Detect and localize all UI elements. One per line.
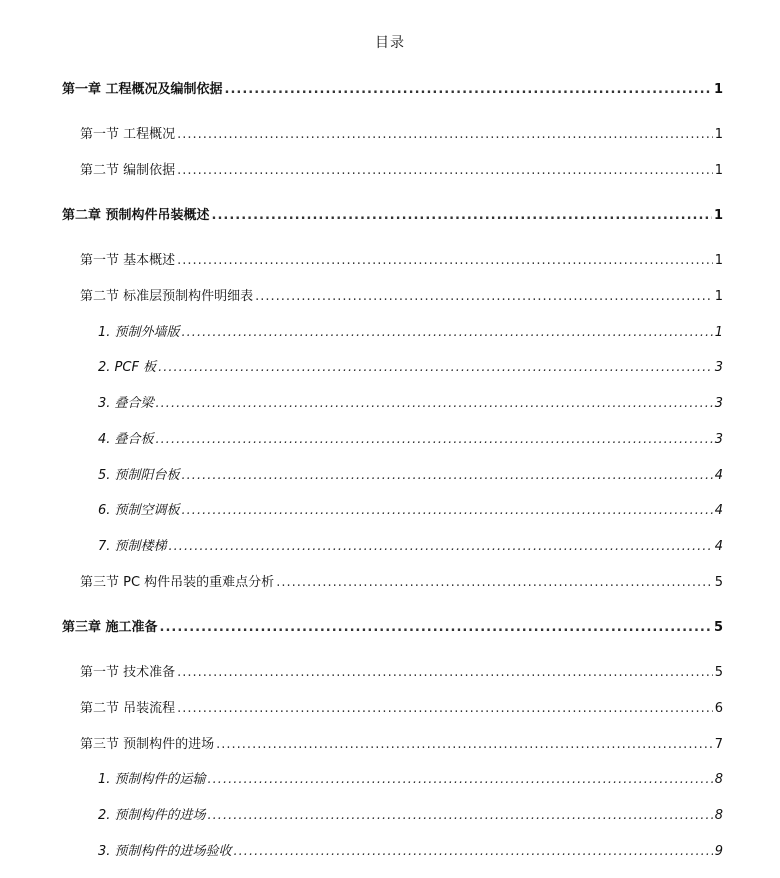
toc-entry-page: 8 xyxy=(714,772,723,787)
toc-leader xyxy=(177,253,713,268)
toc-leader xyxy=(208,808,713,823)
toc-entry-page: 1 xyxy=(713,208,723,223)
toc-leader xyxy=(156,396,713,411)
toc-leader xyxy=(225,82,712,97)
toc-leader xyxy=(234,844,713,859)
toc-entry-page: 5 xyxy=(714,665,723,680)
toc-entry-text: 3. 预制构件的进场验收 xyxy=(98,844,232,859)
toc-leader xyxy=(182,325,713,340)
toc-leader xyxy=(182,468,713,483)
toc-leader xyxy=(177,127,713,142)
toc-leader xyxy=(169,539,713,554)
toc-entry-page: 1 xyxy=(714,325,723,340)
toc-entry-text: 第一节 基本概述 xyxy=(80,253,176,268)
toc-leader xyxy=(158,360,713,375)
toc-entry-page: 4 xyxy=(714,503,723,518)
toc-entry-item[interactable] xyxy=(98,499,723,517)
toc-leader xyxy=(208,772,713,787)
toc-entry-item[interactable] xyxy=(98,392,723,410)
toc-entry-text: 第三节 预制构件的进场 xyxy=(80,737,215,752)
toc-entry-text: 5. 预制阳台板 xyxy=(98,468,180,483)
toc-entry-section[interactable] xyxy=(80,249,723,267)
toc-entry-page: 3 xyxy=(714,360,723,375)
toc-entry-section[interactable] xyxy=(80,123,723,141)
toc-leader xyxy=(216,737,713,752)
toc-entry-item[interactable] xyxy=(98,321,723,339)
toc-entry-text: 6. 预制空调板 xyxy=(98,503,180,518)
toc-entry-text: 1. 预制外墙版 xyxy=(98,325,180,340)
toc-leader xyxy=(177,665,713,680)
toc-entry-page: 8 xyxy=(714,808,723,823)
toc-entry-text: 4. 叠合板 xyxy=(98,432,154,447)
toc-leader xyxy=(276,575,713,590)
toc-entry-text: 3. 叠合梁 xyxy=(98,396,154,411)
toc-entry-item[interactable] xyxy=(98,356,723,374)
toc-leader xyxy=(212,208,712,223)
toc-entry-section[interactable] xyxy=(80,697,723,715)
toc-leader xyxy=(160,620,712,635)
toc-entry-section[interactable] xyxy=(80,661,723,679)
toc-entry-item[interactable] xyxy=(98,768,723,786)
toc-title: 目录 xyxy=(375,35,405,51)
toc-entry-text: 第二节 吊装流程 xyxy=(80,701,176,716)
toc-entry-item[interactable] xyxy=(98,804,723,822)
toc-entry-item[interactable] xyxy=(98,840,723,858)
toc-entry-text: 第三章 施工准备 xyxy=(62,620,158,635)
toc-entry-page: 1 xyxy=(714,289,723,304)
toc-entry-text: 2. PCF 板 xyxy=(98,360,157,375)
toc-entry-page: 9 xyxy=(714,844,723,859)
toc-entry-page: 1 xyxy=(714,163,723,178)
toc-leader xyxy=(177,701,713,716)
toc-entry-text: 第三节 PC 构件吊装的重难点分析 xyxy=(80,575,275,590)
toc-entry-item[interactable] xyxy=(98,428,723,446)
toc-entry-page: 5 xyxy=(713,620,723,635)
toc-entry-page: 4 xyxy=(714,468,723,483)
toc-entry-text: 2. 预制构件的进场 xyxy=(98,808,206,823)
toc-entry-chapter-1[interactable] xyxy=(62,78,723,96)
toc-leader xyxy=(177,163,713,178)
toc-entry-text: 第二节 标准层预制构件明细表 xyxy=(80,289,254,304)
toc-entry-page: 6 xyxy=(714,701,723,716)
toc-entry-text: 1. 预制构件的运输 xyxy=(98,772,206,787)
toc-entry-text: 第二章 预制构件吊装概述 xyxy=(62,208,210,223)
toc-entry-text: 第一章 工程概况及编制依据 xyxy=(62,82,223,97)
toc-entry-page: 5 xyxy=(714,575,723,590)
toc-entry-page: 1 xyxy=(714,127,723,142)
toc-entry-section[interactable] xyxy=(80,285,723,303)
toc-entry-chapter-3[interactable] xyxy=(62,616,723,634)
toc-leader xyxy=(156,432,713,447)
toc-entry-item[interactable] xyxy=(98,535,723,553)
toc-entry-page: 1 xyxy=(714,253,723,268)
toc-entry-section[interactable] xyxy=(80,159,723,177)
toc-entry-text: 第一节 技术准备 xyxy=(80,665,176,680)
toc-leader xyxy=(255,289,713,304)
toc-leader xyxy=(182,503,713,518)
toc-entry-page: 7 xyxy=(714,737,723,752)
toc-entry-section[interactable] xyxy=(80,733,723,751)
toc-entry-item[interactable] xyxy=(98,464,723,482)
toc-entry-text: 第二节 编制依据 xyxy=(80,163,176,178)
toc-entry-text: 7. 预制楼梯 xyxy=(98,539,167,554)
toc-entry-section[interactable] xyxy=(80,571,723,589)
toc-entry-chapter-2[interactable] xyxy=(62,204,723,222)
toc-entry-page: 3 xyxy=(714,432,723,447)
toc-entry-page: 1 xyxy=(713,82,723,97)
toc-entry-text: 第一节 工程概况 xyxy=(80,127,176,142)
toc-entry-page: 4 xyxy=(714,539,723,554)
toc-entry-page: 3 xyxy=(714,396,723,411)
